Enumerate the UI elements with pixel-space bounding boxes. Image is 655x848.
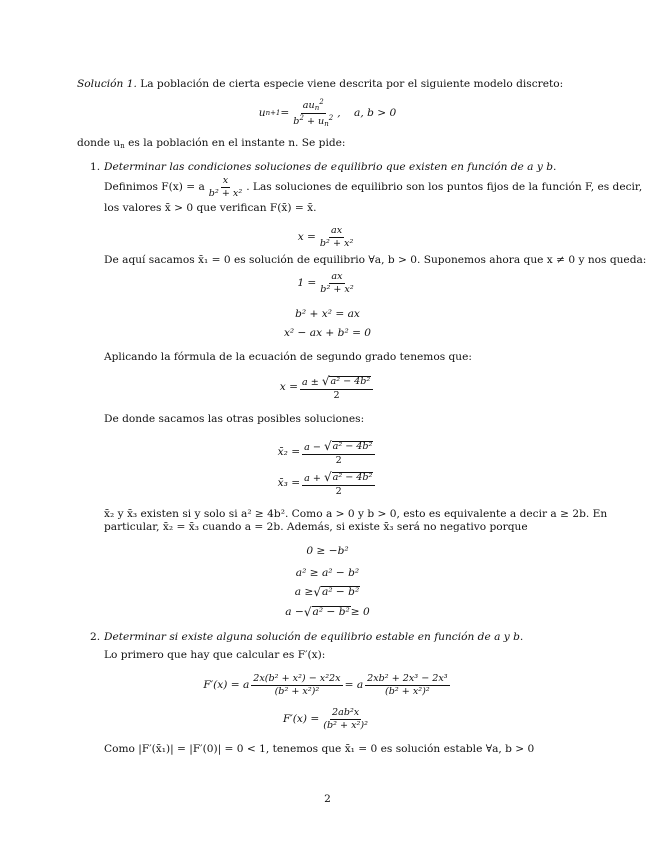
- intro-paragraph: [77, 79, 563, 90]
- derivative-equation-2: F′(x) = $\frac{\text{2ab²x}}{\text{(b² + x²)²}}$: [283, 707, 368, 731]
- solution-x2: x̄₂ = a − √ a² − 4b² 2: [0, 440, 655, 465]
- item-2-number: 2.: [90, 631, 101, 643]
- inequality-1: 0 ≥ −b²: [306, 545, 349, 557]
- item-1-number: 1.: [90, 161, 101, 173]
- intro-text: La población de cierta especie viene descrita por el siguiente modelo discreto:: [140, 78, 564, 90]
- from-here-line: De aquí sacamos x̄₁ = 0 es solución de equilibrio ∀a, b > 0. Suponemos ahora que x ≠ 0 y nos queda:: [104, 254, 647, 266]
- derivative-equation-1: F′(x) = a $\frac{\text{2x(b² + x²) − x²2x}}{\text{(b² + x²)²}}$ = a $\frac{\text{2xb² + 2x³ − 2x³}}{\text{(b² + x²)²}}$: [203, 673, 448, 697]
- inequality-4: a − √ a² − b² ≥ 0: [285, 605, 370, 619]
- equation-b2: b² + x² = ax: [295, 308, 360, 320]
- item-1-title: Determinar las condiciones soluciones de equilibrio que existen en función de a y b.: [104, 161, 557, 173]
- equation-one: 1 = $\frac{ax}{\text{b² + x²}}$: [297, 271, 354, 295]
- stability-line: Como |F′(x̄₁)| = |F′(0)| = 0 < 1, tenemos que x̄₁ = 0 es solución estable ∀a, b > 0: [104, 743, 535, 755]
- page-number: 2: [324, 793, 331, 805]
- model-equation: u n+1 = $\frac{au_n^2}{b^2 + u_n^2}$ , a, b > 0: [258, 98, 397, 128]
- applying-line: Aplicando la fórmula de la ecuación de segundo grado tenemos que:: [104, 351, 472, 363]
- other-solutions-line: De donde sacamos las otras posibles soluciones:: [104, 413, 365, 425]
- definition-line-2: los valores x̄ > 0 que verifican F(x̄) = x̄.: [104, 202, 317, 214]
- fixed-point-equation: x = $\frac{ax}{\text{b² + x²}}$: [297, 225, 354, 249]
- existence-line-2: particular, x̄₂ = x̄₃ cuando a = 2b. Además, si existe x̄₃ será no negativo porque: [104, 521, 528, 533]
- item-2-title: Determinar si existe alguna solución de equilibrio estable en función de a y b.: [104, 631, 524, 643]
- existence-line-1: x̄₂ y x̄₃ existen si y solo si a² ≥ 4b². Como a > 0 y b > 0, esto es equivalente a decir a ≥ 2b. En: [104, 508, 608, 520]
- where-line: donde $u_n$ es la población en el instante n. Se pide:: [77, 137, 346, 150]
- first-calc-line: Lo primero que hay que calcular es F′(x):: [104, 649, 326, 661]
- solution-x3: x̄₃ = a + √ a² − 4b² 2: [0, 471, 655, 496]
- solution-label: Solución 1.: [77, 78, 137, 90]
- definition-line: Definimos F(x) = a $\frac{x}{\text{b² + x²}}$ . Las soluciones de equilibrio son los puntos fijos de la función F, es decir,: [104, 175, 643, 199]
- equation-quadratic: x² − ax + b² = 0: [283, 327, 372, 339]
- quadratic-solution: x = a ± √ a² − 4b² 2: [0, 375, 655, 400]
- inequality-2: a² ≥ a² − b²: [295, 567, 360, 579]
- inequality-3: a ≥ √ a² − b²: [294, 585, 360, 599]
